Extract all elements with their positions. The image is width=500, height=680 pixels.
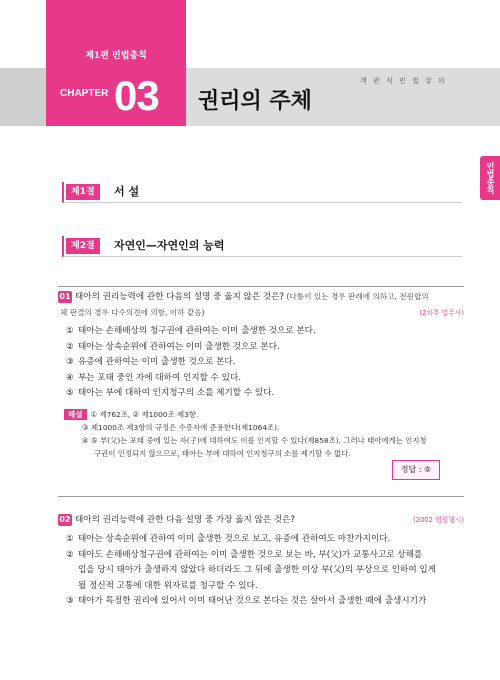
section-heading-1 <box>62 182 462 203</box>
chapter-number: 03 <box>114 72 159 119</box>
option-2-cont: 될 정신적 고통에 대한 위자료를 청구할 수 있다. <box>78 580 258 591</box>
section-tag: 제2절 <box>66 238 100 254</box>
question-source: (2002 법원행시) <box>412 516 464 524</box>
question-text: 태아의 권리능력에 관한 다음 설명 중 가장 옳지 않은 것은? <box>75 515 296 525</box>
option-2-cont: 입을 당시 태아가 출생하지 않았다 하더라도 그 뒤에 출생한 이상 부(父)의 부상으로 인하여 입게 <box>78 565 436 575</box>
option-5[interactable]: ⑤ 태아는 부에 대하여 인지청구의 소를 제기할 수 있다. <box>66 388 275 398</box>
option-2[interactable]: ② 태아도 손해배상청구권에 관하여는 이미 출생한 것으로 보는 바, 부(父)가 교통사고로 상해를 <box>66 549 423 560</box>
explanation-line-2: ③ 제1000조 제3항의 규정은 수증자에 준용한다(제1064조). <box>82 423 280 432</box>
question-stem-cont <box>58 305 464 321</box>
option-4[interactable]: ④ 부는 포태 중인 자에 대하여 인지할 수 있다. <box>66 372 241 383</box>
chapter-title: 권리의 주체 <box>198 89 312 114</box>
part-label: 제1편 민법총칙 <box>85 51 147 61</box>
question-source: (2차추 법무사) <box>419 309 464 317</box>
explanation-line-4: 구권이 인정되지 않으므로, 태아는 부에 대하여 인지청구의 소를 제기할 수 없다. <box>94 449 351 458</box>
question-stem <box>58 512 464 528</box>
question-2 <box>58 512 464 610</box>
series-title: 객 관 식 민 법 강 의 <box>360 77 447 85</box>
divider <box>58 496 464 497</box>
option-3[interactable]: ③ 태아가 특정한 권리에 있어서 이미 태어난 것으로 본다는 것은 살아서 출생한 때에 출생시기가 <box>66 596 427 606</box>
question-note-cont: 체 판결의 경우 다수의견에 의함, 이하 같음) <box>60 308 205 317</box>
explanation-tag: 해설 <box>64 409 87 420</box>
option-1[interactable]: ① 태아는 상속순위에 관하여 이미 출생한 것으로 보고, 유증에 관하여도 마찬가지이다. <box>66 534 391 544</box>
explanation-line-1: ① 제762조, ② 제1000조 제3항. <box>90 410 199 419</box>
question-1 <box>58 286 464 402</box>
question-text: 태아의 권리능력에 관한 다음의 설명 중 옳지 않은 것은? <box>75 292 285 302</box>
question-note: (다툼이 있는 경우 판례에 의하고, 전원합의 <box>284 292 429 301</box>
option-2[interactable]: ② 태아는 상속순위에 관하여는 이미 출생한 것으로 본다. <box>66 341 280 352</box>
explanation <box>64 408 460 460</box>
question-number: 02 <box>59 514 71 524</box>
header-band-left <box>0 68 46 126</box>
option-3[interactable]: ③ 유증에 관하여는 이미 출생한 것으로 본다. <box>66 357 236 367</box>
chapter-word: CHAPTER <box>60 88 109 99</box>
section-tag: 제1절 <box>66 184 100 200</box>
question-number: 01 <box>59 291 71 301</box>
section-title: 자연인—자연인의 능력 <box>114 239 225 252</box>
question-stem <box>58 289 464 305</box>
section-heading-2 <box>62 236 462 257</box>
explanation-line-3: ④ ⑤ 부(父)는 포태 중에 있는 자(子)에 대하여도 이를 인지할 수 있다(제858조). 그러나 태아에게는 인지청 <box>82 436 427 445</box>
option-1[interactable]: ① 태아는 손해배상의 청구권에 관하여는 이미 출생한 것으로 본다. <box>66 326 316 336</box>
answer-box: 정답 : ⑤ <box>392 460 440 480</box>
section-title: 서 설 <box>114 185 140 198</box>
side-tab: 민법총칙 <box>480 156 500 200</box>
